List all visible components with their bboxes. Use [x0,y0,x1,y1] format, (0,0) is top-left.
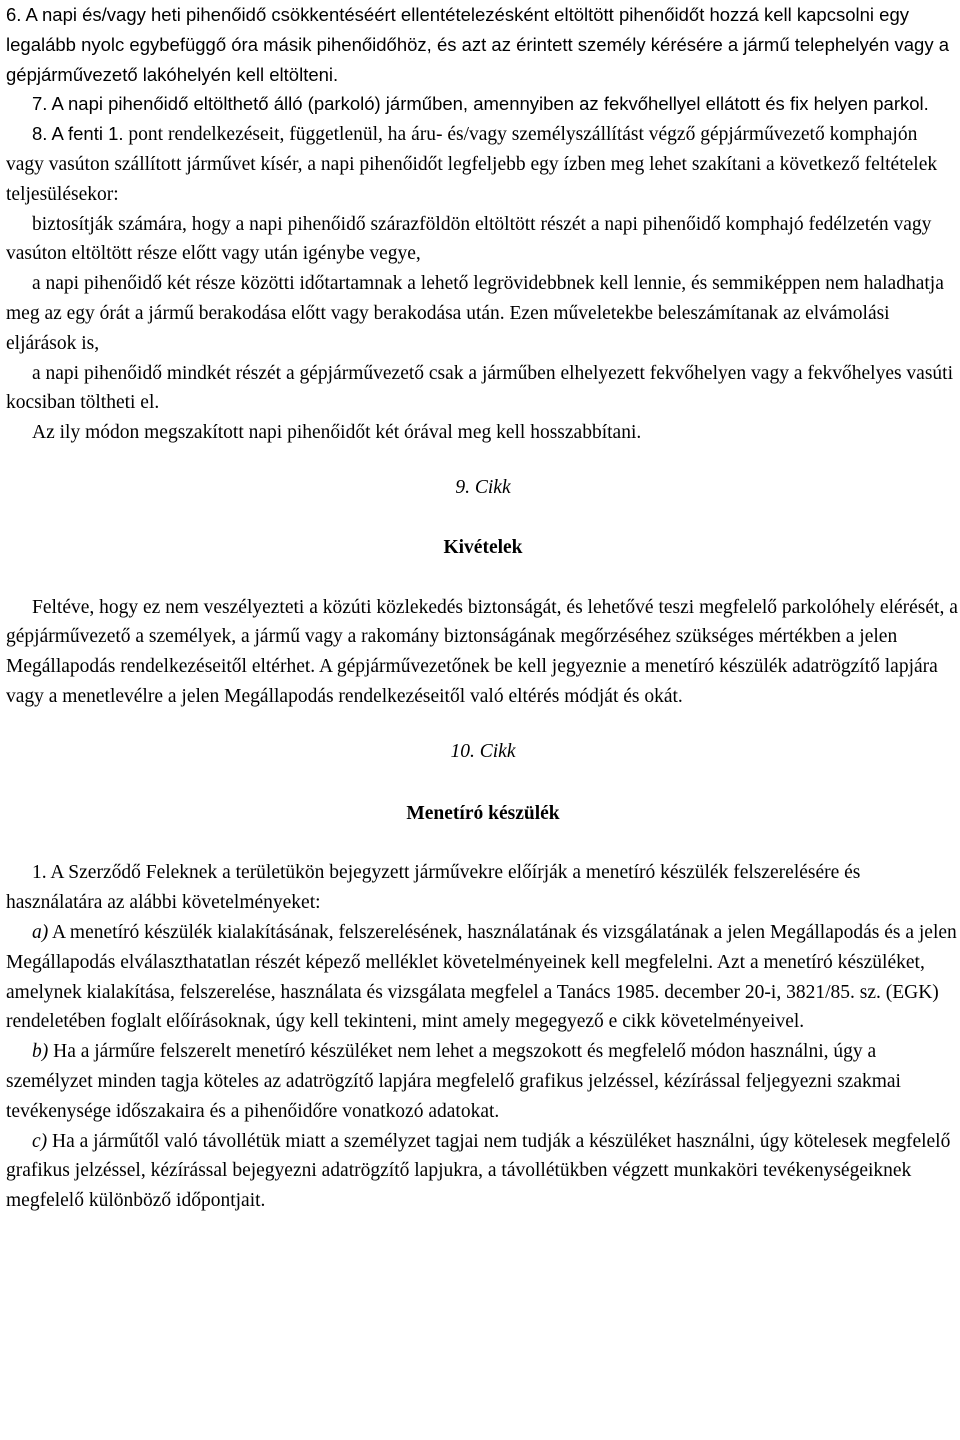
article-10-paragraph-1: 1. A Szerződő Feleknek a területükön bejegyzett járművekre előírják a menetíró készülék felszerelésére és használatára az alábbi követelményeket: [6,862,861,914]
paragraph-8-condition-3: a napi pihenőidő mindkét részét a gépjárművezető csak a járműben elhelyezett fekvőhelyen vagy a fekvőhelyes vasúti kocsiban töltheti el. [6,362,954,414]
paragraph-8-lead: 8. A fenti 1. [32,123,124,145]
article-10-point-c [6,1127,960,1216]
paragraph-8 [6,119,960,209]
point-a-label: a) [32,921,49,943]
paragraph-8-condition-1: biztosítják számára, hogy a napi pihenőidő szárazföldön eltöltött részét a napi pihenőidő komphajó fedélzetén vagy vasúton eltöltött része előtt vagy után igénybe vegye, [6,213,932,265]
article-10-title: Menetíró készülék [406,802,560,824]
point-c-text: Ha a járműtől való távollétük miatt a személyzet tagjai nem tudják a készüléket használni, úgy kötelesek megfelelő grafikus jelzéssel, kézírással bejegyezni adatrögzítő lapjukra, a távollétükben végzett munkaköri tevékenységeiknek megfelelő különböző időpontjait. [6,1130,951,1212]
point-a-text: A menetíró készülék kialakításának, felszerelésének, használatának és vizsgálatának a jelen Megállapodás és a jelen Megállapodás elválaszthatatlan részét képező melléklet követelményeinek kell megfelelni. Azt a menetíró készüléket, amelynek kialakítása, felszerelése, használata és vizsgálata megfelel a Tanács 1985. december 20-i, 3821/85. sz. (EGK) rendeletében foglalt előírásoknak, úgy kell tekinteni, mint amely megegyező e cikk követelményeivel. [6,921,957,1033]
article-9-title: Kivételek [443,536,523,558]
document-page [6,0,960,1216]
article-9-text: Feltéve, hogy ez nem veszélyezteti a közúti közlekedés biztonságát, és lehetővé teszi megfelelő parkolóhely elérését, a gépjárművezető a személyek, a jármű vagy a rakomány biztonságának megőrzéséhez szükséges mértékben a jelen Megállapodás rendelkezéseitől eltérhet. A gépjárművezetőnek be kell jegyeznie a menetíró készülék adatrögzítő lapjára vagy a menetlevélre a jelen Megállapodás rendelkezéseitől való eltérés módját és okát. [6,596,958,707]
point-c-label: c) [32,1130,48,1152]
paragraph-6: 6. A napi és/vagy heti pihenőidő csökkentéséért ellentételezésként eltöltött pihenőidőt hozzá kell kapcsolni egy legalább nyolc egybefüggő óra másik pihenőidőhöz, és azt az érintett személy kérésére a jármű telephelyén vagy a gépjárművezető lakóhelyén kell eltölteni. [6,4,950,85]
paragraph-7: 7. A napi pihenőidő eltölthető álló (parkoló) járműben, amennyiben az fekvőhellyel ellátott és fix helyen parkol. [32,93,929,115]
point-b-text: Ha a járműre felszerelt menetíró készüléket nem lehet a megszokott és megfelelő módon használni, úgy a személyzet minden tagja köteles az adatrögzítő lapjára megfelelő grafikus jelzéssel, kézírással feljegyezni szakmai tevékenysége időszakaira és a pihenőidőre vonatkozó adatokat. [6,1041,901,1122]
article-10-point-a [6,918,960,1037]
paragraph-8-closing: Az ily módon megszakított napi pihenőidőt két órával meg kell hosszabbítani. [32,422,642,444]
article-10-number: 10. Cikk [450,740,516,762]
article-9-number: 9. Cikk [455,476,511,498]
paragraph-8-text: pont rendelkezéseit, függetlenül, ha áru- és/vagy személyszállítást végző gépjárművezető komphajón vagy vasúton szállított járművet kísér, a napi pihenőidőt legfeljebb egy ízben meg lehet szakítani a következő feltételek teljesülésekor: [6,124,938,205]
point-b-label: b) [32,1041,49,1063]
paragraph-8-condition-2: a napi pihenőidő két része közötti időtartamnak a lehető legrövidebbnek kell lennie, és semmiképpen nem haladhatja meg az egy órát a jármű berakodása előtt vagy berakodása után. Ezen műveletekbe beleszámítanak az elvámolási eljárások is, [6,273,944,354]
article-10-point-b [6,1037,960,1126]
